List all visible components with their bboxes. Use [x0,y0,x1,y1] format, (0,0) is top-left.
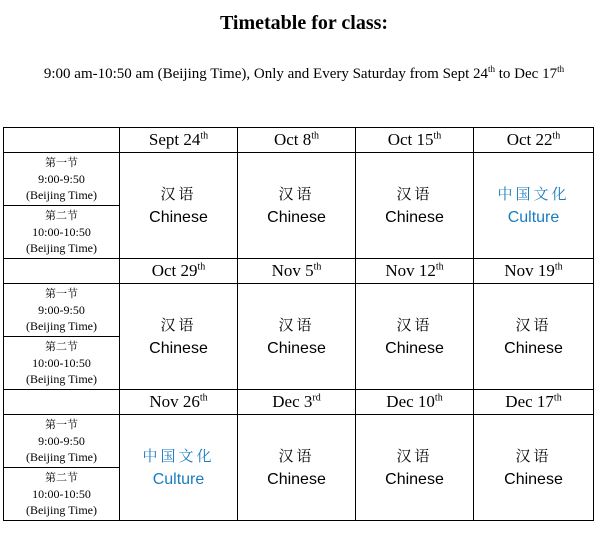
date-header [474,259,594,284]
date-header [120,128,238,153]
date-header [120,259,238,284]
period-time: 10:00-10:50 [32,225,91,239]
period-timezone: (Beijing Time) [25,319,97,333]
lesson-name-en: Culture [152,470,205,488]
date-suffix: th [434,392,443,404]
date-label: Nov 5 [271,261,314,280]
period-time: 9:00-9:50 [38,303,85,317]
lesson-cell [120,284,238,390]
period-name: 第一节 [45,418,78,431]
period-name: 第二节 [45,471,78,484]
lesson-name-zh: 汉语 [396,315,433,334]
date-suffix: th [199,392,208,404]
corner-cell [4,390,120,415]
lesson-cell [238,153,356,259]
lesson-name-en: Chinese [149,339,208,357]
subtitle-sup: th [488,64,496,74]
date-header-row [4,128,594,153]
lesson-cell [356,153,474,259]
date-header-row [4,259,594,284]
date-suffix: th [553,392,562,404]
period-1-cell [4,415,120,468]
period-name: 第二节 [45,340,78,353]
lesson-name-zh: 汉语 [278,184,315,203]
lesson-cell [356,284,474,390]
lesson-cell [356,415,474,521]
period-timezone: (Beijing Time) [25,372,97,386]
period-name: 第一节 [45,156,78,169]
lesson-name-en: Chinese [385,208,444,226]
lesson-cell [238,284,356,390]
date-header [238,128,356,153]
date-label: Sept 24 [148,130,201,149]
period-timezone: (Beijing Time) [25,241,97,255]
lesson-name-en: Chinese [267,470,326,488]
timetable [3,127,594,521]
lesson-name-zh: 中国文化 [497,184,570,203]
date-header [238,390,356,415]
period-1-cell [4,284,120,337]
lesson-name-zh: 中国文化 [142,446,215,465]
date-header-row [4,390,594,415]
lesson-name-zh: 汉语 [396,184,433,203]
period-time: 10:00-10:50 [32,356,91,370]
subtitle-text: to Dec 17 [495,66,558,82]
lesson-name-en: Chinese [385,470,444,488]
page-title: Timetable for class: [219,12,389,34]
lesson-row [4,284,594,337]
date-label: Dec 3 [272,392,313,411]
date-header [238,259,356,284]
period-time: 9:00-9:50 [38,434,85,448]
date-suffix: th [313,261,322,273]
period-timezone: (Beijing Time) [25,450,97,464]
lesson-name-en: Chinese [385,339,444,357]
lesson-name-zh: 汉语 [515,315,552,334]
schedule-subtitle [0,66,608,83]
corner-cell [4,128,120,153]
date-header [474,128,594,153]
date-suffix: th [197,261,206,273]
date-header [120,390,238,415]
period-2-cell [4,337,120,390]
date-label: Oct 15 [387,130,434,149]
date-suffix: th [200,130,209,142]
lesson-name-en: Chinese [267,339,326,357]
date-label: Dec 10 [386,392,435,411]
lesson-cell [474,284,594,390]
date-suffix: th [433,130,442,142]
lesson-cell [120,153,238,259]
lesson-name-zh: 汉语 [160,315,197,334]
date-header [356,128,474,153]
lesson-name-zh: 汉语 [278,446,315,465]
date-header [474,390,594,415]
subtitle-sup: th [557,64,565,74]
date-header [356,390,474,415]
lesson-name-en: Culture [507,208,560,226]
period-timezone: (Beijing Time) [25,503,97,517]
lesson-name-zh: 汉语 [396,446,433,465]
date-label: Nov 12 [385,261,436,280]
lesson-row [4,153,594,206]
period-2-cell [4,206,120,259]
date-label: Oct 8 [273,130,312,149]
lesson-cell [474,153,594,259]
date-header [356,259,474,284]
period-timezone: (Beijing Time) [25,188,97,202]
lesson-name-en: Chinese [504,470,563,488]
lesson-name-zh: 汉语 [160,184,197,203]
lesson-cell [238,415,356,521]
lesson-name-en: Chinese [149,208,208,226]
date-suffix: rd [312,392,321,404]
period-2-cell [4,468,120,521]
date-suffix: th [552,130,561,142]
lesson-cell [474,415,594,521]
date-label: Oct 29 [151,261,198,280]
date-label: Dec 17 [505,392,554,411]
period-name: 第一节 [45,287,78,300]
lesson-row [4,415,594,468]
lesson-name-en: Chinese [504,339,563,357]
corner-cell [4,259,120,284]
date-label: Oct 22 [506,130,553,149]
subtitle-text: 9:00 am-10:50 am (Beijing Time), Only and Every Saturday from Sept 24 [43,66,488,82]
date-suffix: th [311,130,320,142]
date-suffix: th [554,261,563,273]
period-time: 9:00-9:50 [38,172,85,186]
date-suffix: th [435,261,444,273]
lesson-name-en: Chinese [267,208,326,226]
date-label: Nov 19 [504,261,555,280]
lesson-name-zh: 汉语 [515,446,552,465]
lesson-name-zh: 汉语 [278,315,315,334]
period-name: 第二节 [45,209,78,222]
date-label: Nov 26 [149,392,200,411]
period-time: 10:00-10:50 [32,487,91,501]
period-1-cell [4,153,120,206]
lesson-cell [120,415,238,521]
